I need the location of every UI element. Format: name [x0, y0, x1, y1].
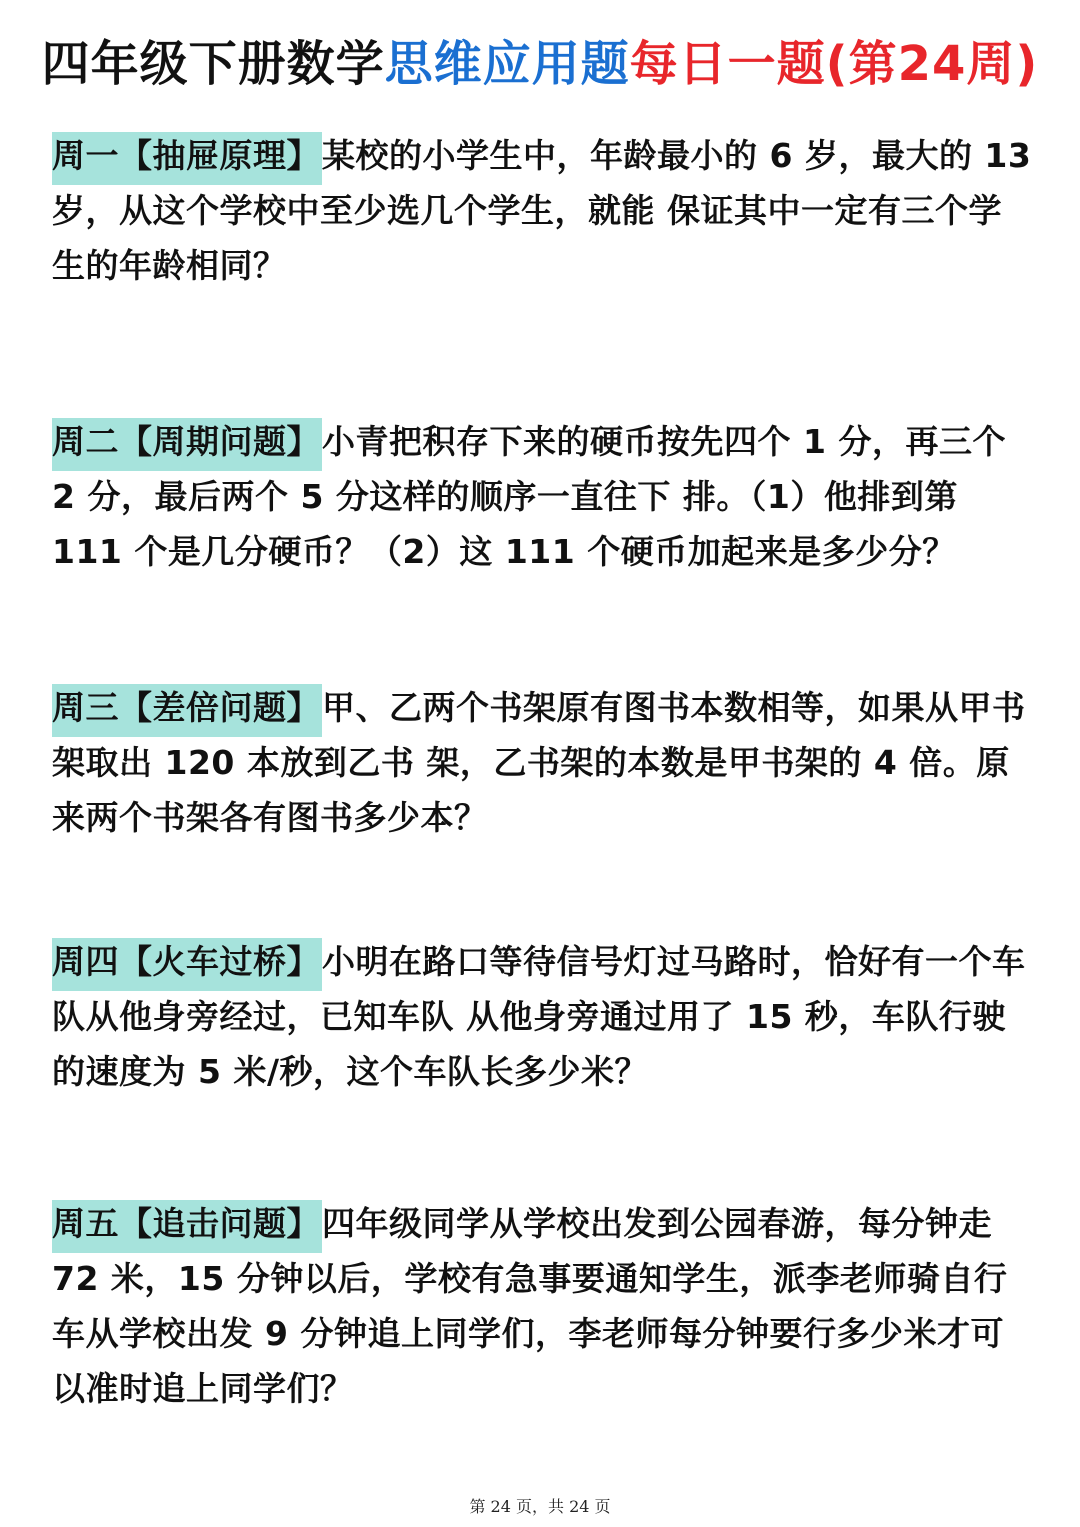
problem-tag: 周二【周期问题】	[52, 418, 322, 471]
problem-tuesday	[52, 414, 1032, 579]
problem-text: 甲、乙两个书架原有图书本数相等，如果从甲书架取出 120 本放到乙书 架，乙书架的本数是甲书架的 4 倍。原来两个书架各有图书多少本？	[52, 688, 1026, 837]
problem-tag: 周三【差倍问题】	[52, 684, 322, 737]
page-title	[0, 28, 1080, 100]
problem-friday	[52, 1196, 1032, 1416]
problem-text: 某校的小学生中，年龄最小的 6 岁，最大的 13 岁，从这个学校中至少选几个学生，就能 保证其中一定有三个学生的年龄相同？	[52, 136, 1032, 285]
problem-wednesday	[52, 680, 1032, 845]
problem-monday	[52, 128, 1032, 293]
title-part-grade: 四年级下册数学	[41, 36, 385, 92]
problem-text: 小明在路口等待信号灯过马路时，恰好有一个车队从他身旁经过，已知车队 从他身旁通过用了 15 秒，车队行驶的速度为 5 米/秒，这个车队长多少米？	[52, 942, 1026, 1091]
page-footer: 第 24 页，共 24 页	[469, 1497, 611, 1516]
title-part-daily: 每日一题(第24周)	[629, 36, 1039, 92]
problem-thursday	[52, 934, 1032, 1099]
problem-text: 小青把积存下来的硬币按先四个 1 分，再三个 2 分，最后两个 5 分这样的顺序一直往下 排。（1）他排到第 111 个是几分硬币？（2）这 111 个硬币加起来是多少分？	[52, 422, 1006, 571]
problem-tag: 周一【抽屉原理】	[52, 132, 322, 185]
problem-tag: 周四【火车过桥】	[52, 938, 322, 991]
title-part-topic: 思维应用题	[384, 36, 630, 92]
problem-tag: 周五【追击问题】	[52, 1200, 322, 1253]
problem-text: 四年级同学从学校出发到公园春游，每分钟走 72 米，15 分钟以后，学校有急事要通知学生，派李老师骑自行车从学校出发 9 分钟追上同学们，李老师每分钟要行多少米才可以准时追上同学们？	[52, 1204, 1008, 1408]
